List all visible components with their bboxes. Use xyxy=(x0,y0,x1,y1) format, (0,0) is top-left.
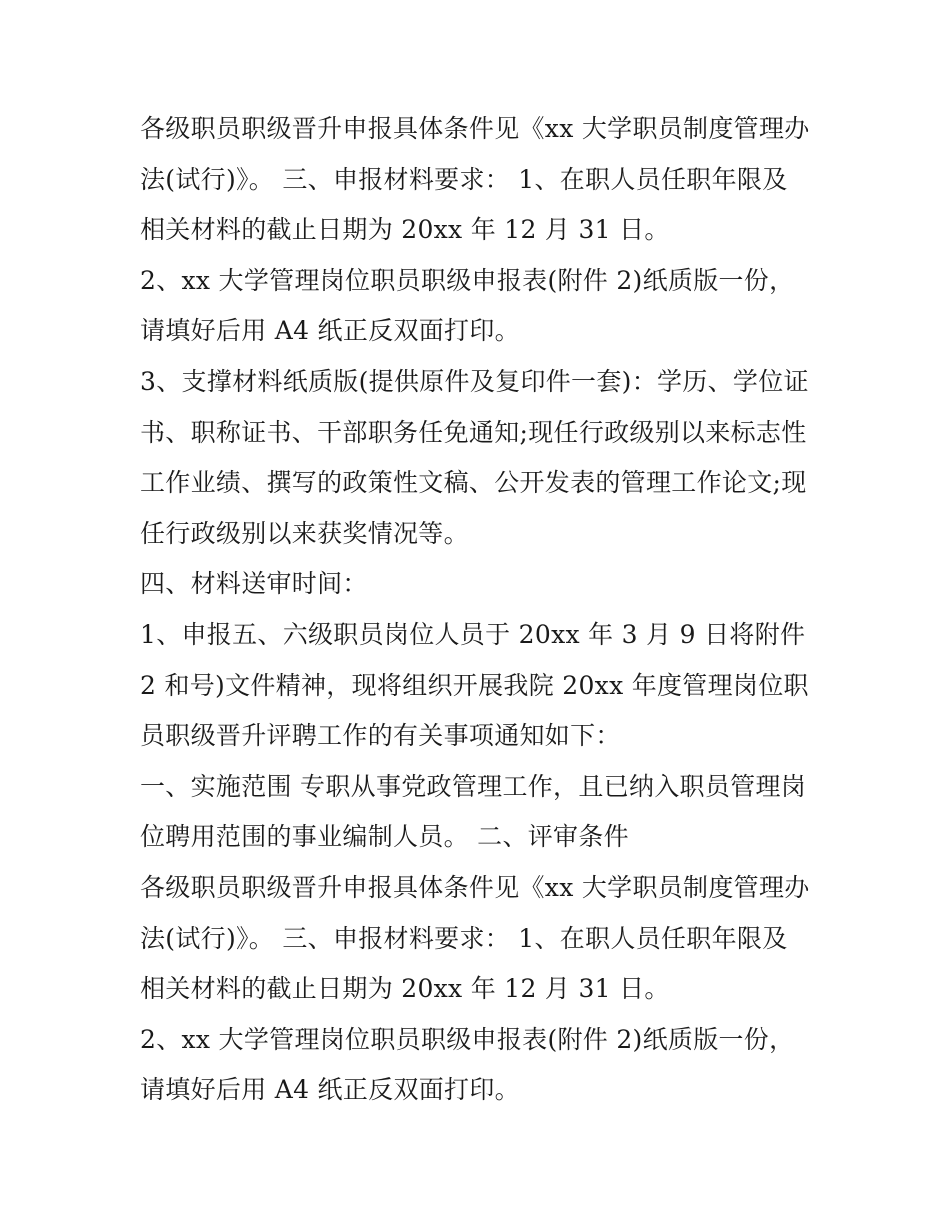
paragraph-7: 各级职员职级晋升申报具体条件见《xx 大学职员制度管理办法(试行)》。 三、申报材料要求： 1、在职人员任职年限及相关材料的截止日期为 20xx 年 12 月 31 日。 xyxy=(140,872,810,1004)
paragraph-5: 1、申报五、六级职员岗位人员于 20xx 年 3 月 9 日将附件 2 和号)文件精神，现将组织开展我院 20xx 年度管理岗位职员职级晋升评聘工作的有关事项通知如下： xyxy=(140,619,814,751)
paragraph-1: 各级职员职级晋升申报具体条件见《xx 大学职员制度管理办法(试行)》。 三、申报材料要求： 1、在职人员任职年限及相关材料的截止日期为 20xx 年 12 月 31 日。 xyxy=(140,114,810,245)
paragraph-2: 2、xx 大学管理岗位职员职级申报表(附件 2)纸质版一份，请填好后用 A4 纸正反双面打印。 xyxy=(140,265,795,346)
paragraph-3: 3、支撑材料纸质版(提供原件及复印件一套)：学历、学位证书、职称证书、干部职务任免通知;现任行政级别以来标志性工作业绩、撰写的政策性文稿、公开发表的管理工作论文;现任行政级别以来获奖情况等。 xyxy=(140,366,809,548)
paragraph-8: 2、xx 大学管理岗位职员职级申报表(附件 2)纸质版一份，请填好后用 A4 纸正反双面打印。 xyxy=(140,1024,795,1105)
paragraph-4: 四、材料送审时间： xyxy=(140,569,368,599)
document-body xyxy=(140,104,812,1116)
paragraph-6: 一、实施范围 专职从事党政管理工作，且已纳入职员管理岗位聘用范围的事业编制人员。 二、评审条件 xyxy=(140,771,807,852)
